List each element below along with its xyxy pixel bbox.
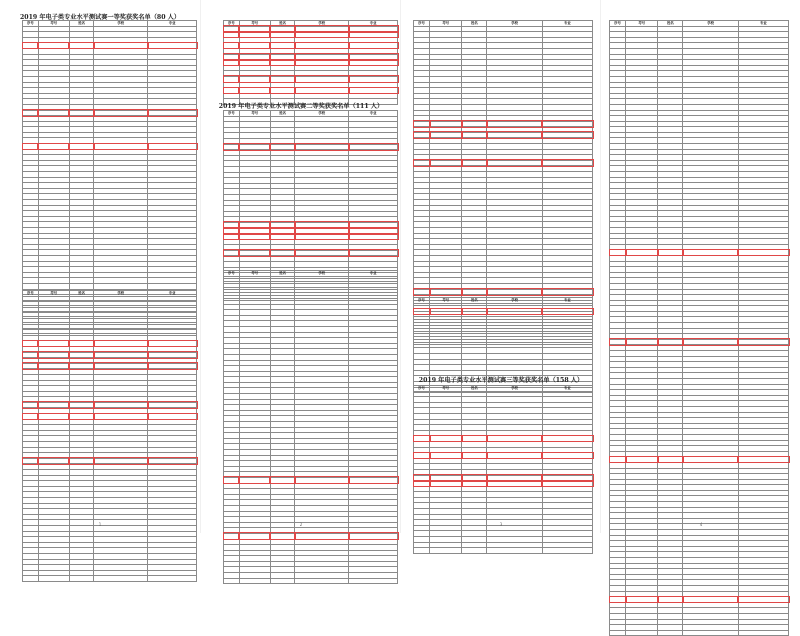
column-header: 专业 — [349, 271, 398, 277]
column-header: 考号 — [430, 21, 462, 27]
first-prize-title: 2019 年电子类专业水平测试赛一等奖获奖名单（80 人） — [19, 14, 181, 21]
column-header: 序号 — [23, 291, 39, 297]
column-header: 专业 — [148, 291, 197, 297]
table-cell — [270, 578, 294, 584]
table-cell — [38, 576, 69, 582]
column-header: 专业 — [542, 386, 592, 392]
column-header: 姓名 — [69, 21, 93, 27]
column-header: 序号 — [224, 271, 240, 277]
first-prize-table — [22, 20, 197, 334]
third-prize-table — [413, 385, 593, 554]
column-header: 学校 — [487, 298, 542, 304]
table-row — [224, 578, 398, 584]
page-4 — [600, 0, 800, 533]
table-cell — [148, 576, 197, 582]
column-header: 考号 — [239, 271, 270, 277]
column-header: 学校 — [295, 271, 349, 277]
column-header: 专业 — [349, 111, 398, 117]
column-header: 学校 — [295, 111, 349, 117]
column-header: 姓名 — [462, 298, 487, 304]
column-header: 学校 — [683, 21, 738, 27]
table-cell — [487, 548, 542, 554]
page-number: 1 — [98, 522, 102, 527]
column-header: 学校 — [295, 21, 349, 27]
column-header: 考号 — [239, 111, 270, 117]
column-header: 序号 — [414, 21, 430, 27]
third-prize-title: 2019 年电子类专业水平测试赛三等奖获奖名单（158 人） — [418, 377, 584, 384]
second-prize-title: 2019 年电子类专业水平测试赛二等奖获奖名单（111 人） — [218, 103, 384, 110]
table-cell — [239, 578, 270, 584]
table-cell — [69, 576, 93, 582]
table-cell — [94, 576, 148, 582]
column-header: 专业 — [542, 298, 592, 304]
first-prize-table-end — [223, 20, 398, 105]
column-header: 专业 — [349, 21, 398, 27]
column-header: 姓名 — [462, 21, 487, 27]
column-header: 学校 — [94, 21, 148, 27]
column-header: 姓名 — [270, 111, 294, 117]
column-header: 姓名 — [462, 386, 487, 392]
table-row — [414, 548, 593, 554]
column-header: 序号 — [414, 298, 430, 304]
table-cell — [414, 548, 430, 554]
table-cell — [462, 548, 487, 554]
column-header: 考号 — [38, 291, 69, 297]
table-cell — [349, 578, 398, 584]
table-cell — [738, 630, 788, 636]
column-header: 考号 — [430, 386, 462, 392]
column-header: 专业 — [542, 21, 592, 27]
page-number: 3 — [499, 522, 503, 527]
column-header: 序号 — [224, 21, 240, 27]
page-number: 4 — [699, 522, 703, 527]
column-header: 姓名 — [658, 21, 683, 27]
column-header: 序号 — [414, 386, 430, 392]
page-3 — [400, 0, 601, 533]
second-prize-table-cont — [223, 270, 398, 584]
column-header: 考号 — [239, 21, 270, 27]
column-header: 序号 — [610, 21, 626, 27]
table-cell — [430, 548, 462, 554]
column-header: 考号 — [430, 298, 462, 304]
column-header: 姓名 — [270, 271, 294, 277]
table-cell — [295, 578, 349, 584]
column-header: 姓名 — [69, 291, 93, 297]
table-row — [610, 630, 789, 636]
table-cell — [610, 630, 626, 636]
table-cell — [542, 548, 592, 554]
column-header: 考号 — [38, 21, 69, 27]
table-cell — [683, 630, 738, 636]
page-number: 2 — [299, 522, 303, 527]
page-2 — [200, 0, 401, 533]
third-prize-table-cont — [609, 20, 789, 636]
table-row — [23, 576, 197, 582]
table-cell — [224, 578, 240, 584]
table-cell — [23, 576, 39, 582]
column-header: 学校 — [487, 386, 542, 392]
column-header: 学校 — [94, 291, 148, 297]
page-1 — [0, 0, 200, 533]
column-header: 专业 — [738, 21, 788, 27]
column-header: 序号 — [23, 21, 39, 27]
table-cell — [658, 630, 683, 636]
table-cell — [626, 630, 658, 636]
first-prize-table-cont — [22, 290, 197, 582]
column-header: 专业 — [148, 21, 197, 27]
column-header: 学校 — [487, 21, 542, 27]
column-header: 姓名 — [270, 21, 294, 27]
column-header: 序号 — [224, 111, 240, 117]
column-header: 考号 — [626, 21, 658, 27]
